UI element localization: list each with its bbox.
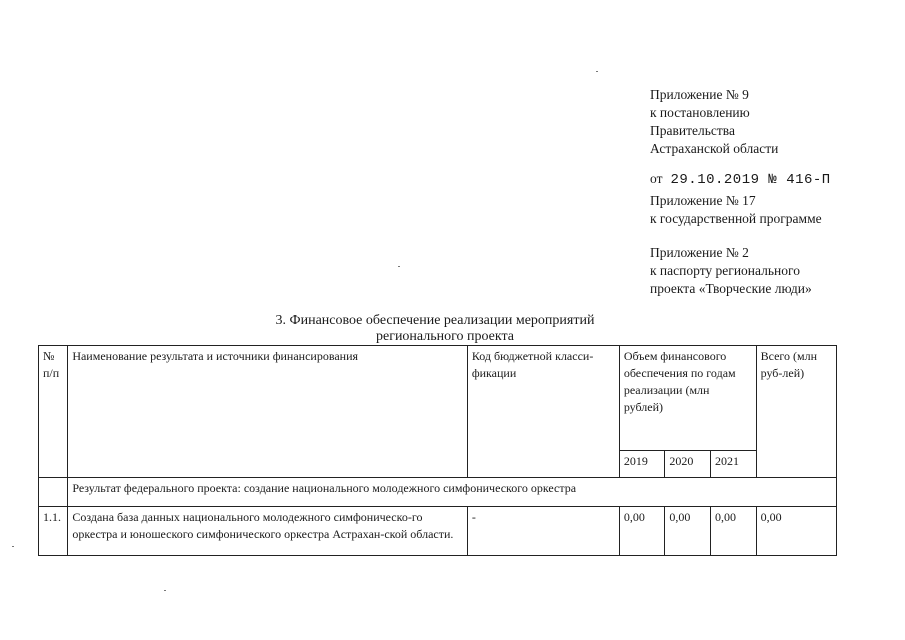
row-no: 1.1. — [39, 507, 68, 556]
header-no: № п/п — [39, 346, 68, 478]
scan-speck — [398, 266, 400, 267]
row-value-total: 0,00 — [756, 507, 836, 556]
appendix-9-line: Астраханской области — [650, 141, 779, 156]
row-value-2021: 0,00 — [711, 507, 757, 556]
row-code: - — [467, 507, 619, 556]
date-prefix: от — [650, 171, 663, 186]
header-year-2021: 2021 — [711, 451, 757, 478]
table-header-row — [39, 346, 837, 451]
scan-speck — [596, 71, 598, 72]
section-title: 3. Финансовое обеспечение реализации мероприятий — [275, 313, 595, 328]
header-volume: Объем финансового обеспечения по годам реализации (млн рублей) — [619, 346, 756, 451]
resolution-date-number: 29.10.2019 № 416-П — [670, 172, 831, 188]
header-code: Код бюджетной класси-фикации — [467, 346, 619, 478]
result-row — [39, 478, 837, 507]
header-year-2019: 2019 — [619, 451, 665, 478]
appendix-17-block — [650, 192, 822, 228]
appendix-2-block — [650, 244, 812, 298]
financing-table — [38, 345, 837, 556]
result-row-no — [39, 478, 68, 507]
result-row-text: Результат федерального проекта: создание национального молодежного симфонического оркестра — [68, 478, 837, 507]
appendix-9-line: к постановлению — [650, 105, 750, 120]
row-value-2019: 0,00 — [619, 507, 665, 556]
section-subtitle: регионального проекта — [375, 329, 515, 344]
table-row — [39, 507, 837, 556]
scan-speck — [12, 546, 14, 547]
resolution-date-line — [650, 170, 831, 189]
appendix-17-line: к государственной программе — [650, 211, 822, 226]
row-name: Создана база данных национального молодежного симфоническо-го оркестра и юношеского симфонического оркестра Астрахан-ской области. — [68, 507, 468, 556]
header-year-2020: 2020 — [665, 451, 711, 478]
appendix-2-line: Приложение № 2 — [650, 245, 749, 260]
row-value-2020: 0,00 — [665, 507, 711, 556]
scan-speck — [164, 590, 166, 591]
appendix-9-block — [650, 86, 778, 158]
appendix-9-line: Правительства — [650, 123, 735, 138]
header-name: Наименование результата и источники финансирования — [68, 346, 468, 478]
appendix-2-line: к паспорту регионального — [650, 263, 800, 278]
header-total: Всего (млн руб-лей) — [756, 346, 836, 478]
appendix-17-line: Приложение № 17 — [650, 193, 756, 208]
appendix-9-line: Приложение № 9 — [650, 87, 749, 102]
appendix-2-line: проекта «Творческие люди» — [650, 281, 812, 296]
